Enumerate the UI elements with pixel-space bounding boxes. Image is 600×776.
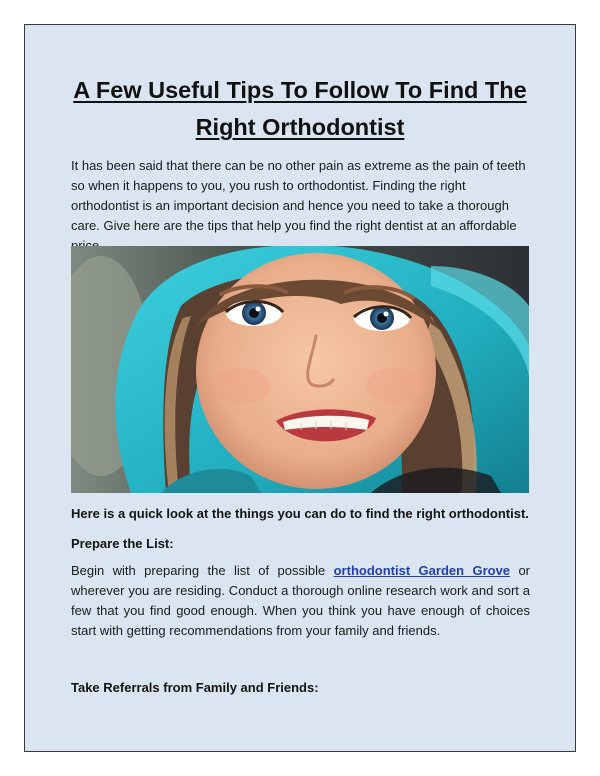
referrals-heading: Take Referrals from Family and Friends: — [71, 680, 319, 695]
intro-paragraph: It has been said that there can be no other pain as extreme as the pain of teeth so when it happens to you, you rush to orthodontist. Finding the right orthodontist is an important decision and hence you need to take a thorough care. Give here are the tips that help you find the right dentist at an affordable — [71, 158, 526, 233]
smiling-child-photo — [71, 246, 529, 493]
title-line-2: Right Orthodontist — [195, 114, 405, 140]
title-line-1: A Few Useful Tips To Follow To Find The — [73, 77, 527, 103]
prepare-text-after: or wherever you are residing. Conduct a thorough online research work and sort a few that you find good enough. When you think you have enough of choices start with getting recommendations from your family and friends. — [71, 563, 531, 638]
page-title — [0, 72, 600, 146]
orthodontist-garden-grove-link[interactable]: orthodontist Garden Grove — [333, 563, 511, 578]
prepare-list-heading: Prepare the List: — [71, 536, 174, 551]
quick-look-heading: Here is a quick look at the things you can do to find the right orthodontist. — [71, 506, 529, 521]
prepare-list-paragraph — [71, 561, 530, 641]
prepare-text-before: Begin with preparing the list of possible — [71, 563, 334, 578]
